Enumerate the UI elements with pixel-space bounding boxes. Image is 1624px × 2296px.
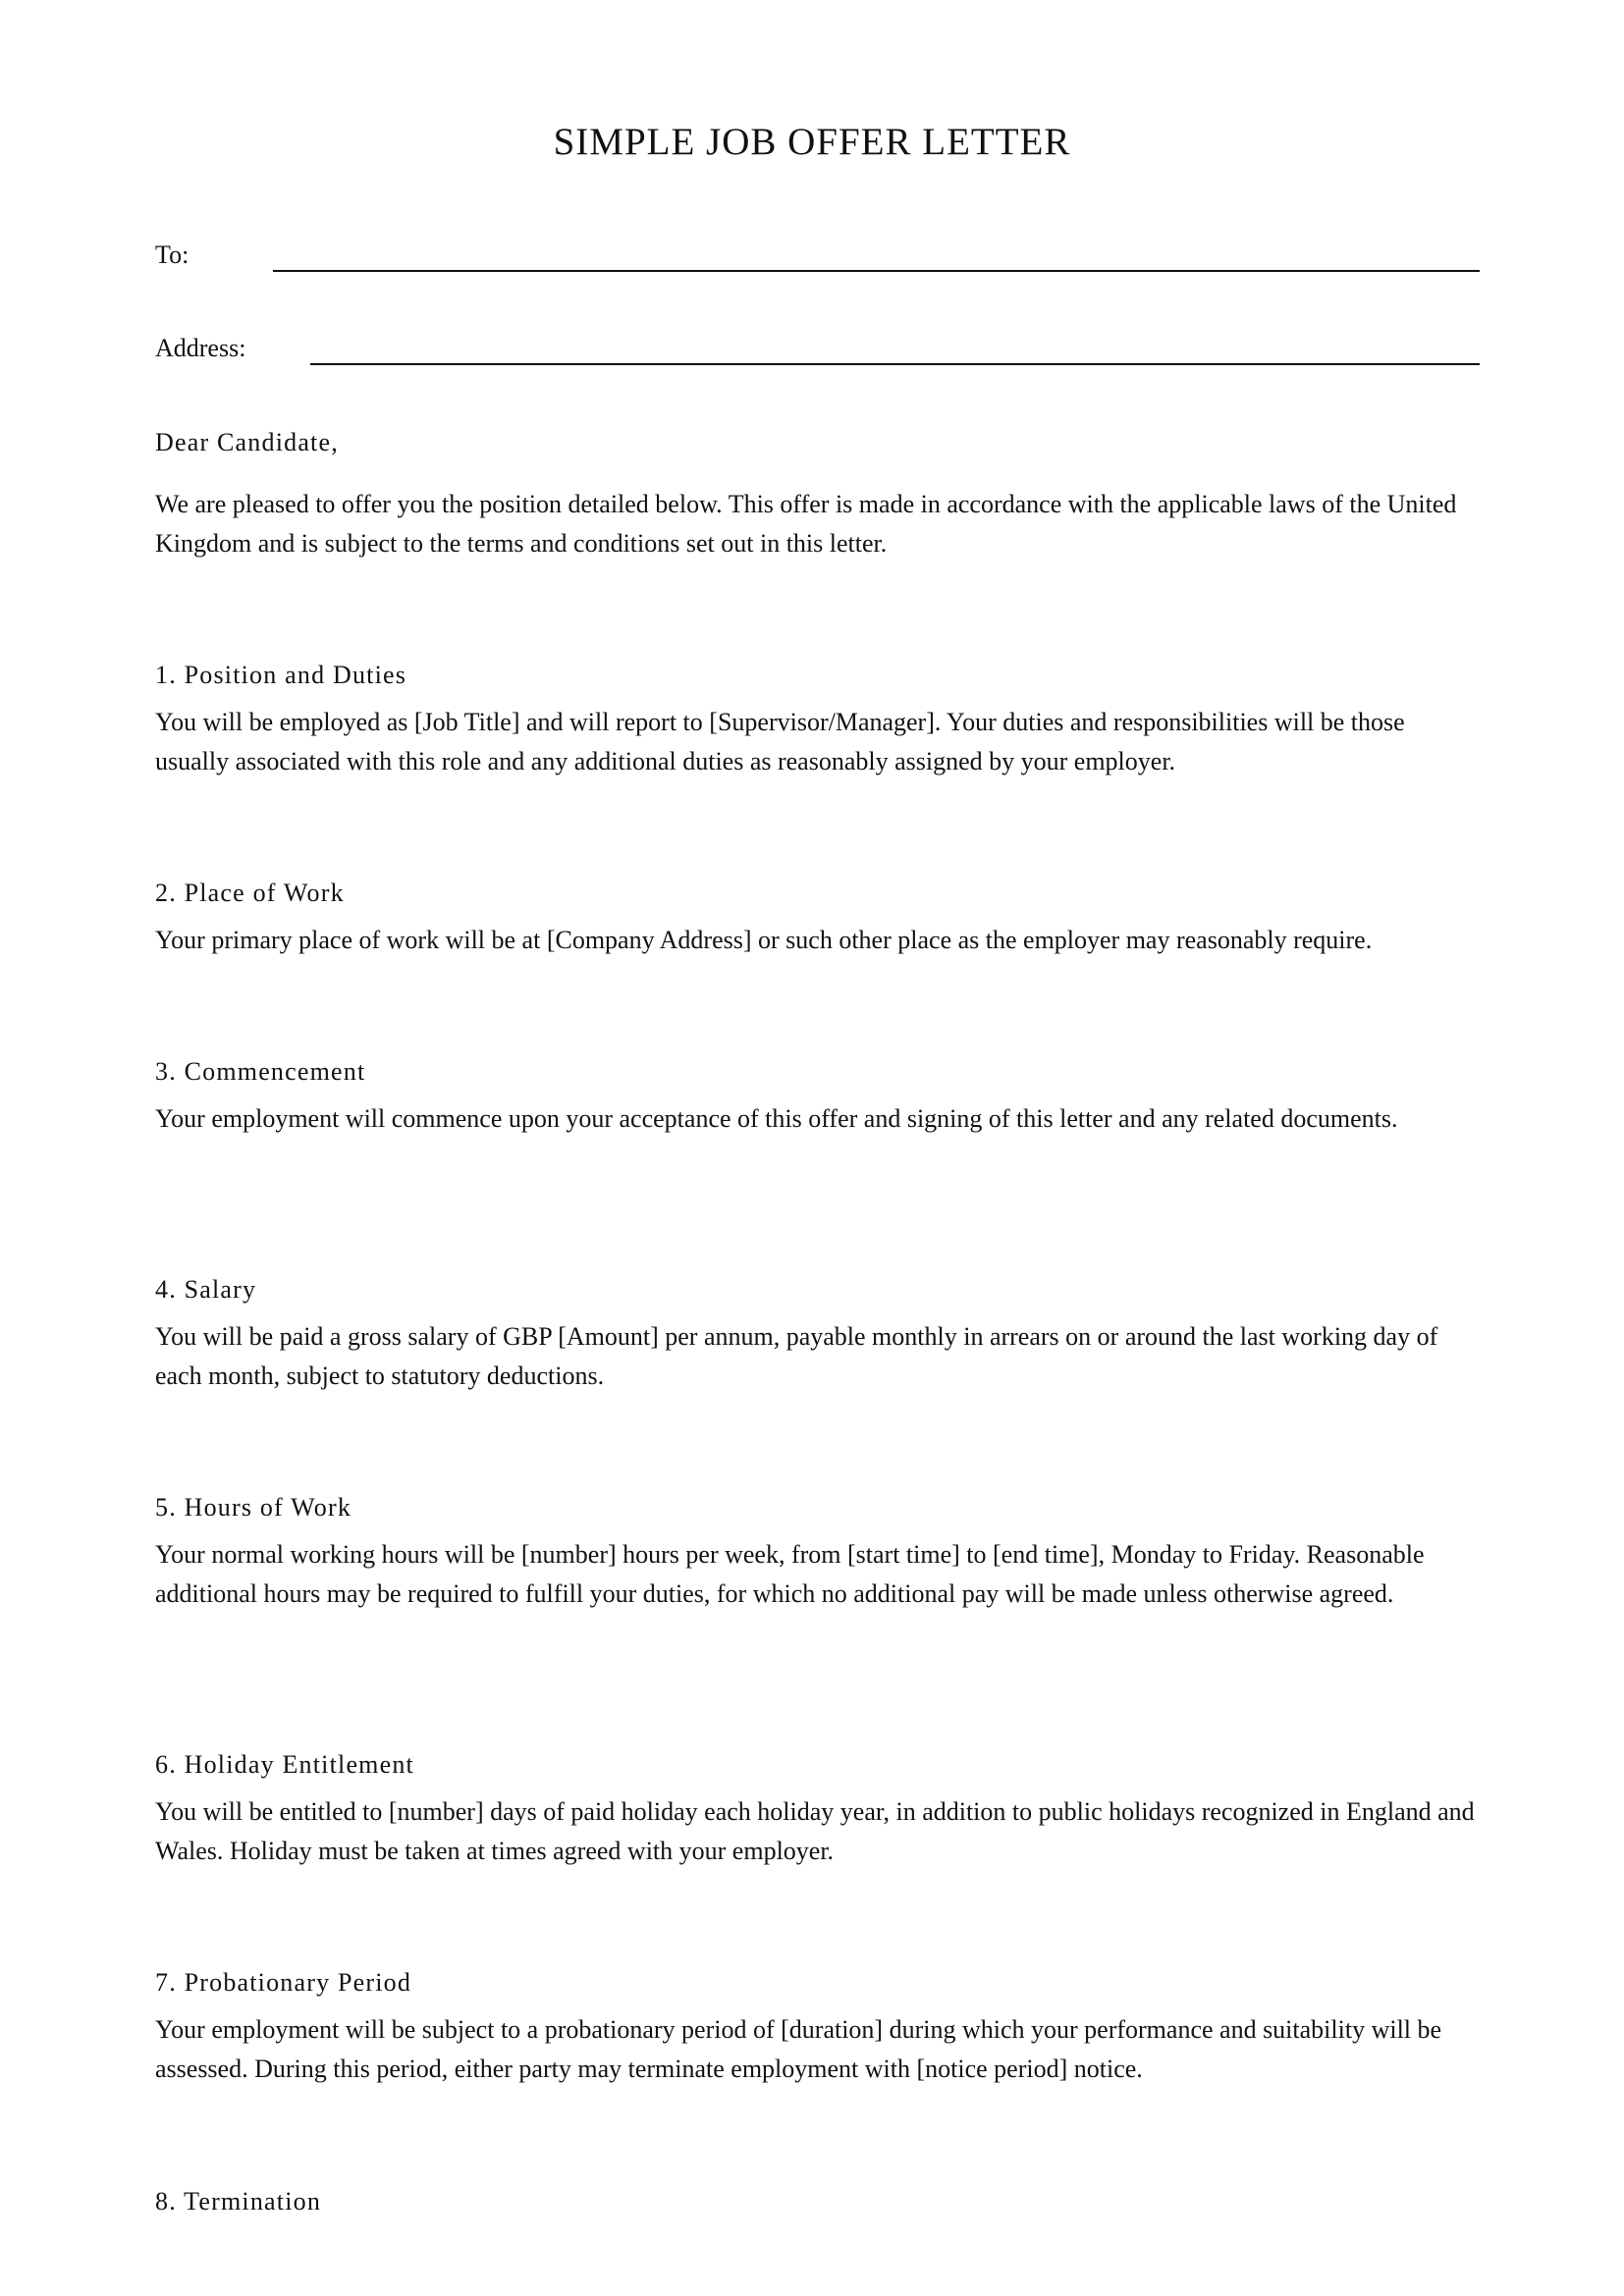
address-label: Address: [155, 334, 246, 362]
address-blank-line[interactable] [310, 363, 1480, 365]
section-heading-holiday: 6. Holiday Entitlement [155, 1750, 414, 1779]
section-heading-termination: 8. Termination [155, 2187, 322, 2216]
greeting: Dear Candidate, [155, 428, 339, 456]
section-heading-salary: 4. Salary [155, 1275, 257, 1304]
to-blank-line[interactable] [273, 270, 1480, 272]
section-body-probation: Your employment will be subject to a probationary period of [duration] during which your performance and suitability will be assessed. During this period, either party may terminate employment with [notice period] notice. [155, 2015, 1442, 2083]
section-body-salary: You will be paid a gross salary of GBP [Amount] per annum, payable monthly in arrears on or around the last working day of each month, subject to statutory deductions. [155, 1322, 1438, 1390]
document-title: SIMPLE JOB OFFER LETTER [553, 121, 1071, 163]
section-body-place-of-work: Your primary place of work will be at [Company Address] or such other place as the employer may reasonably require. [155, 926, 1373, 954]
to-label: To: [155, 240, 189, 269]
section-body-hours: Your normal working hours will be [number] hours per week, from [start time] to [end time], Monday to Friday. Reasonable additional hours may be required to fulfill your duties, for which no additional pay will be made unless otherwise agreed. [155, 1540, 1425, 1608]
section-heading-probation: 7. Probationary Period [155, 1968, 412, 1997]
intro-paragraph: We are pleased to offer you the position detailed below. This offer is made in accordance with the applicable laws of the United Kingdom and is subject to the terms and conditions set out in this letter. [155, 490, 1457, 558]
section-body-holiday: You will be entitled to [number] days of paid holiday each holiday year, in addition to public holidays recognized in England and Wales. Holiday must be taken at times agreed with your employer. [155, 1797, 1475, 1865]
section-heading-hours: 5. Hours of Work [155, 1493, 352, 1522]
section-heading-position: 1. Position and Duties [155, 661, 407, 689]
section-body-position: You will be employed as [Job Title] and will report to [Supervisor/Manager]. Your duties and responsibilities will be those usually associated with this role and any additional duties as reasonably assigned by your employer. [155, 708, 1405, 775]
section-body-commencement: Your employment will commence upon your acceptance of this offer and signing of this letter and any related documents. [155, 1104, 1398, 1133]
section-heading-place-of-work: 2. Place of Work [155, 879, 345, 907]
section-heading-commencement: 3. Commencement [155, 1057, 366, 1086]
